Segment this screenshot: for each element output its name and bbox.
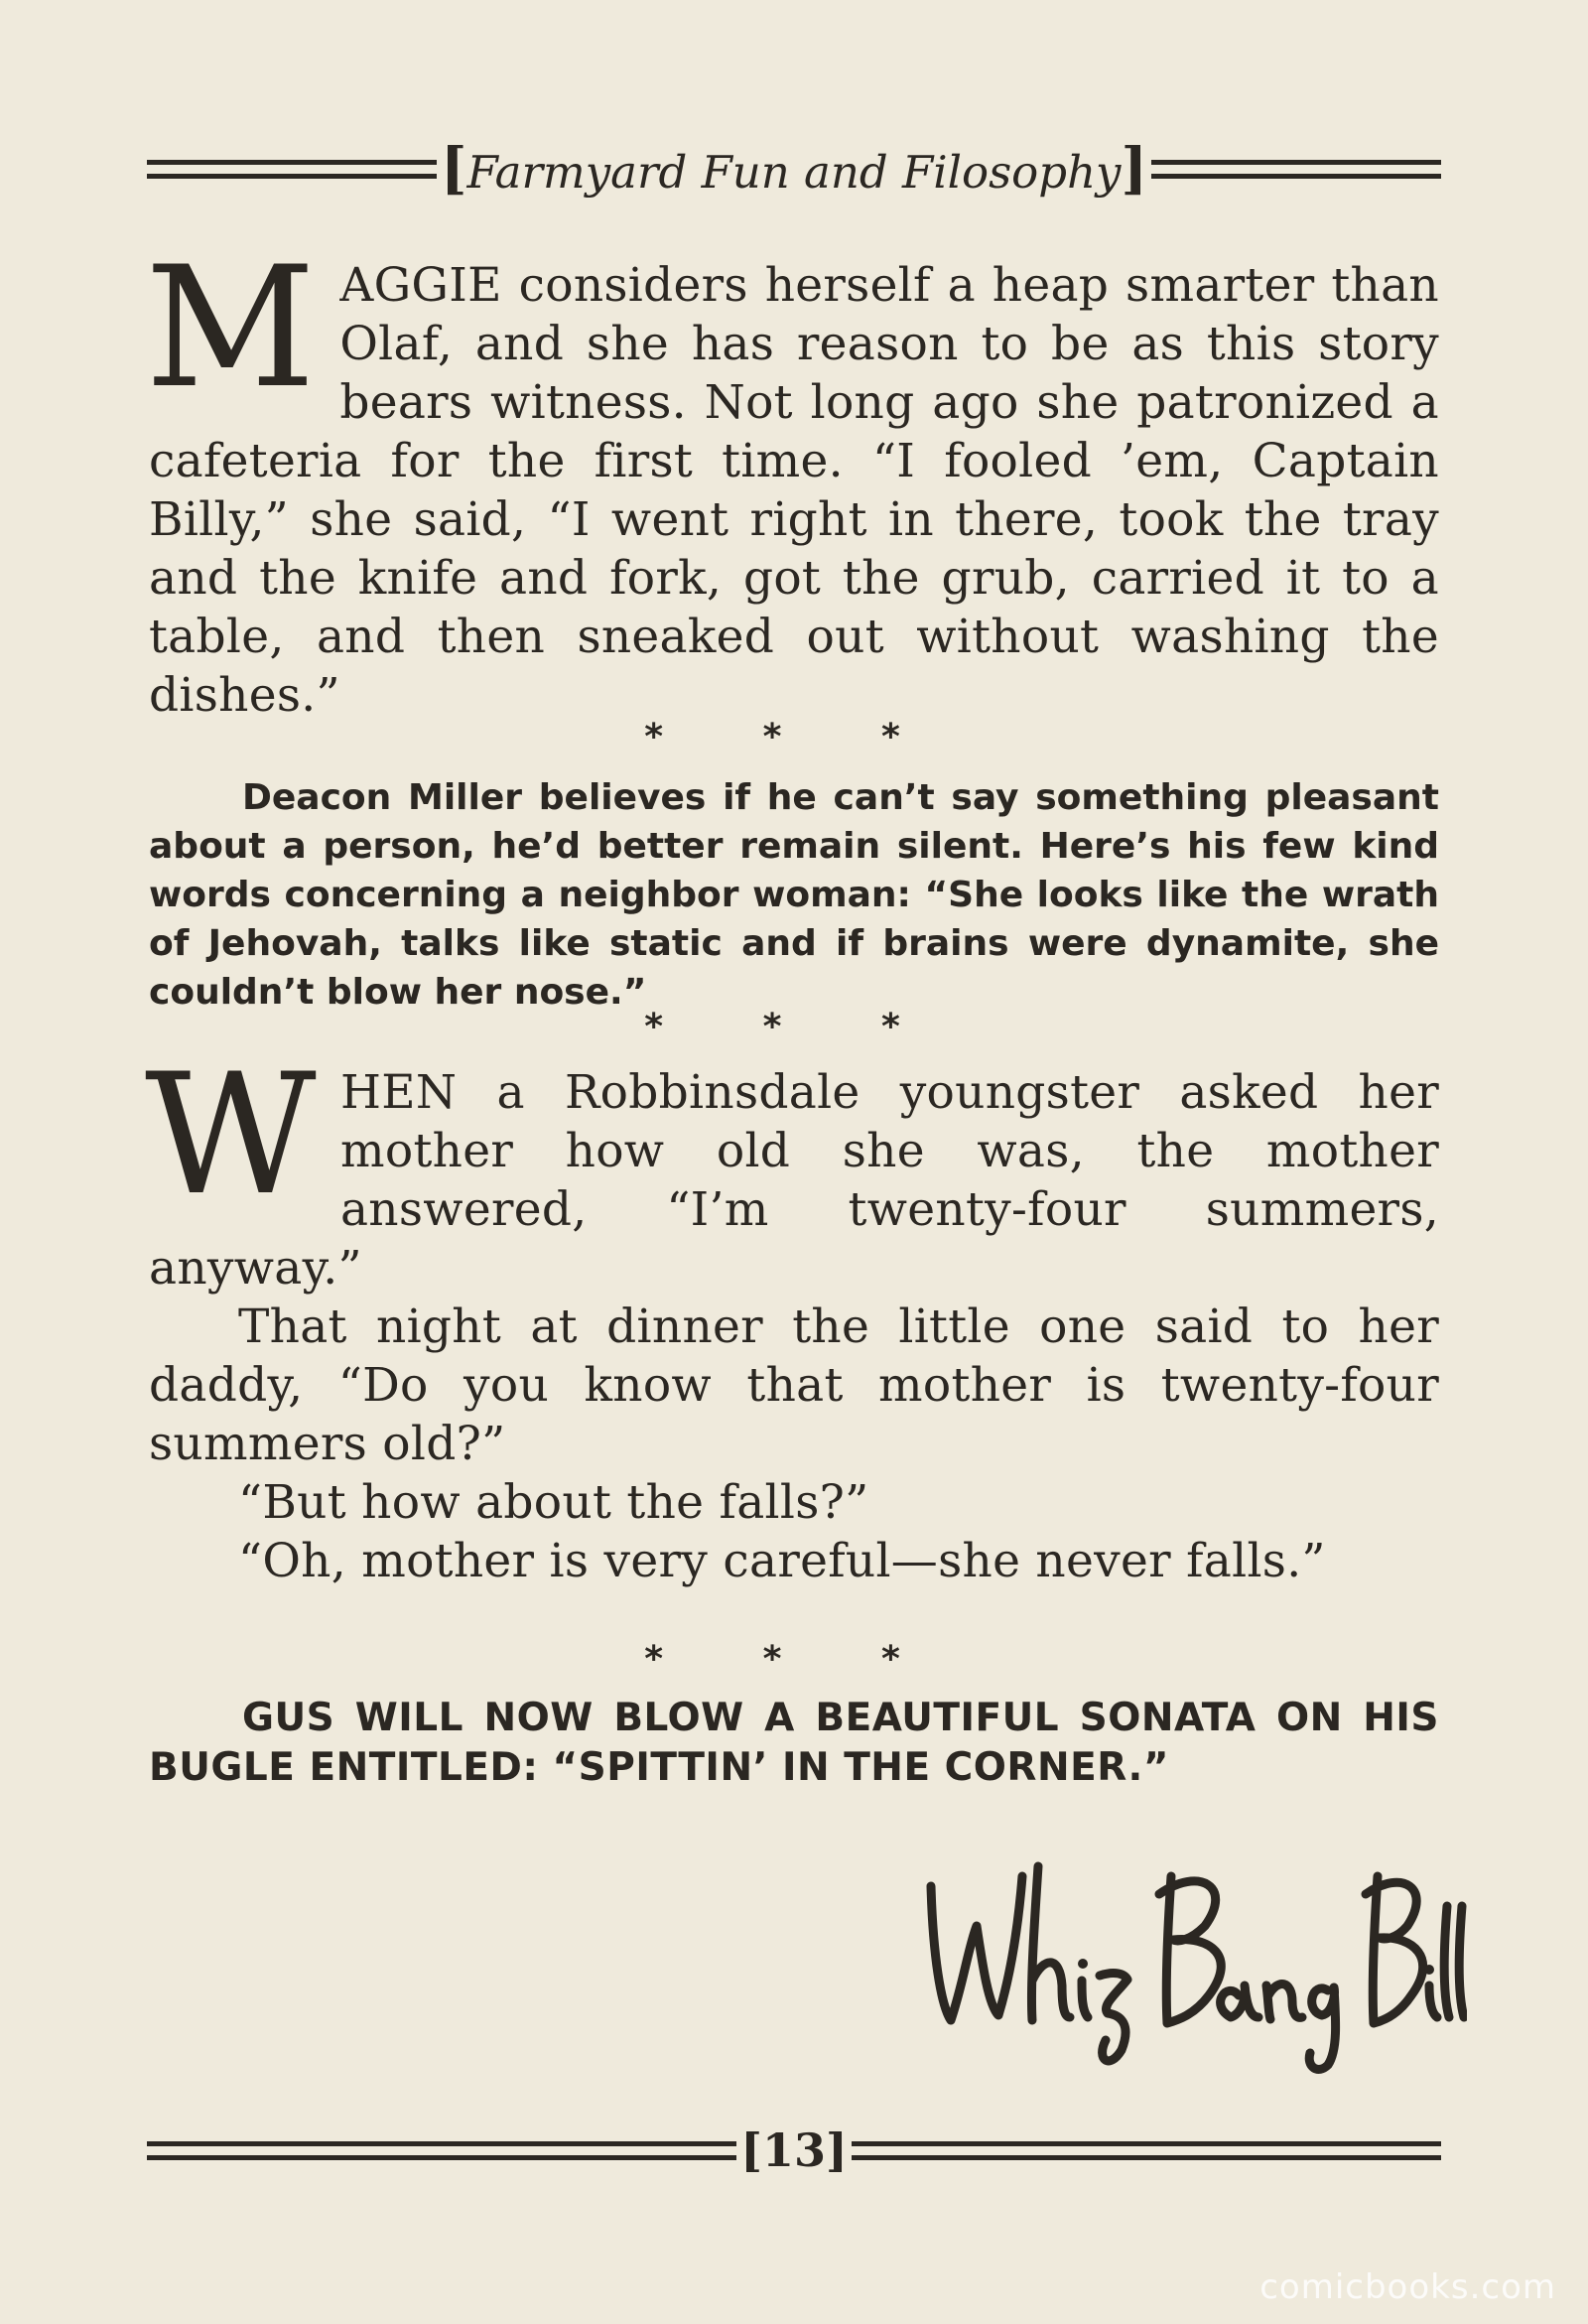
page-number: [13] — [740, 2123, 848, 2177]
footer-rule-right — [852, 2141, 1441, 2160]
drop-cap: W — [145, 1037, 317, 1232]
story-paragraph: “But how about the falls?” — [238, 1475, 869, 1530]
separator-stars: * * * — [644, 1007, 944, 1047]
header-title: [Farmyard Fun and Filosophy] — [441, 136, 1147, 202]
watermark: comicbooks.com — [1259, 2267, 1556, 2307]
story-paragraph: HEN a Robbinsdale youngster asked her mother how old she was, the mother answered, “I’m twenty-four summers, anyway.” — [149, 1065, 1439, 1296]
story-text: GUS WILL NOW BLOW A BEAUTIFUL SONATA ON HIS BUGLE ENTITLED: “SPITTIN’ IN THE CORNER.” — [149, 1696, 1439, 1790]
story-text: Deacon Miller believes if he can’t say something pleasant about a person, he’d better remain silent. Here’s his few kind words concerning a neighbor woman: “She looks like the wrath of Jehovah, talks like static and if brains were dynamite, she couldn’t blow her nose.” — [149, 777, 1439, 1013]
story-text: AGGIE considers herself a heap smarter than Olaf, and she has reason to be as this story bears witness. Not long ago she patronized a cafeteria for the first time. “I fooled ’em, Captain Billy,” she said, “I went right in there, took the tray and the knife and fork, got the grub, carried it to a table, and then sneaked out without washing the dishes.” — [149, 258, 1439, 723]
story-maggie — [145, 230, 1439, 725]
header-rule-right — [1151, 160, 1441, 179]
drop-cap: M — [145, 230, 317, 425]
page-footer — [147, 2118, 1441, 2183]
handwritten-signature — [911, 1846, 1467, 2075]
header-title-text: Farmyard Fun and Filosophy — [466, 146, 1122, 199]
page-number-value: 13 — [762, 2123, 827, 2177]
story-deacon-miller — [149, 773, 1439, 1017]
story-paragraph: That night at dinner the little one said to her daddy, “Do you know that mother is twenty-four summers old?” — [149, 1299, 1439, 1471]
footer-rule-left — [147, 2141, 736, 2160]
page-header — [147, 134, 1441, 204]
story-paragraph: “Oh, mother is very careful—she never falls.” — [238, 1534, 1326, 1588]
separator-stars: * * * — [644, 717, 944, 757]
header-rule-left — [147, 160, 437, 179]
separator-stars: * * * — [644, 1639, 944, 1680]
story-gus-bugle — [149, 1694, 1439, 1793]
story-robbinsdale — [145, 1037, 1439, 1590]
